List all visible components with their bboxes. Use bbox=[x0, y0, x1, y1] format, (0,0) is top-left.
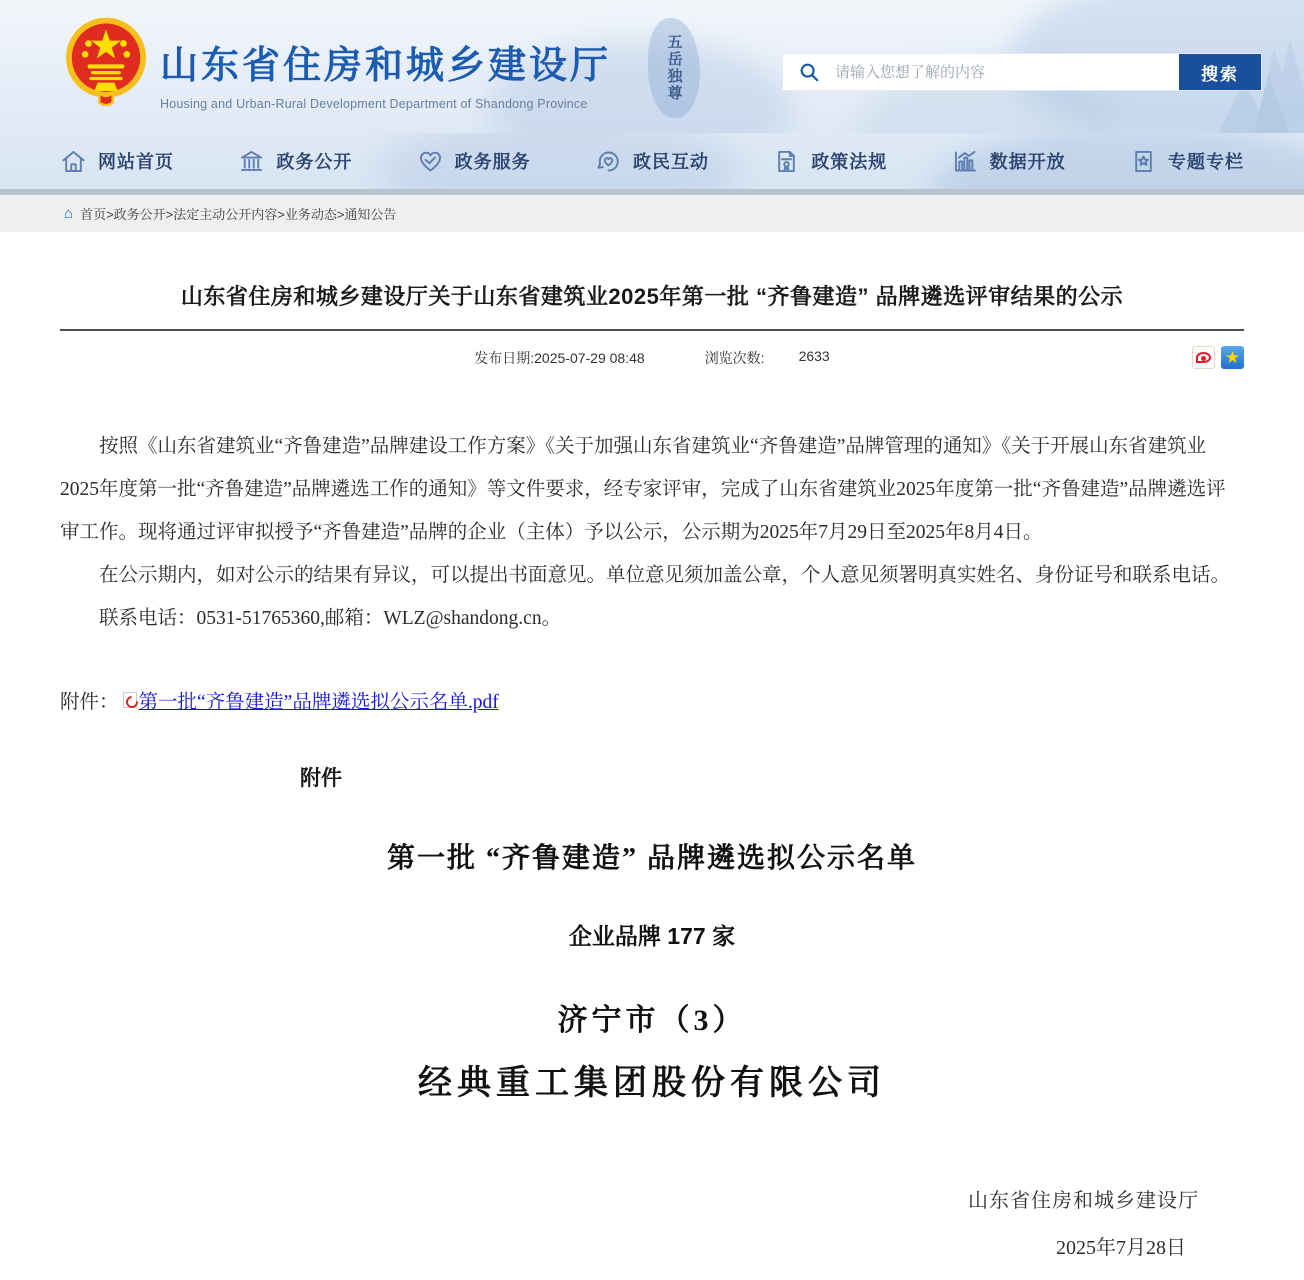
article-content bbox=[0, 280, 1304, 1260]
attachment-link[interactable]: 第一批“齐鲁建造”品牌遴选拟公示名单.pdf bbox=[138, 692, 499, 713]
policy-document-icon bbox=[773, 148, 800, 175]
share-buttons bbox=[1192, 346, 1244, 369]
government-building-icon bbox=[238, 148, 265, 175]
title-divider bbox=[60, 329, 1244, 331]
qzone-share-icon[interactable]: ★ bbox=[1221, 346, 1244, 369]
breadcrumb[interactable]: 首页>政务公开>法定主动公开内容>业务动态>通知公告 bbox=[80, 207, 397, 222]
appendix-city: 济宁市（3） bbox=[557, 1004, 747, 1037]
nav-item-label: 政民互动 bbox=[632, 152, 709, 172]
nav-item-label: 专题专栏 bbox=[1167, 152, 1244, 172]
paragraph: 按照《山东省建筑业“齐鲁建造”品牌建设工作方案》《关于加强山东省建筑业“齐鲁建造”品牌管理的通知》《关于开展山东省建筑业2025年度第一批“齐鲁建造”品牌遴选工作的通知》等文件要求，经专家评审，完成了山东省建筑业2025年度第一批“齐鲁建造”品牌遴选评审工作。现将通过评审拟授予“齐鲁建造”品牌的企业（主体）予以公示，公示期为2025年7月29日至2025年8月4日。 bbox=[60, 436, 1226, 543]
search-icon bbox=[783, 54, 835, 90]
main-nav bbox=[0, 133, 1304, 189]
national-emblem-logo bbox=[64, 16, 148, 106]
nav-item-gov-affairs[interactable] bbox=[238, 148, 352, 175]
data-chart-icon bbox=[952, 148, 979, 175]
pdf-file-icon bbox=[123, 692, 137, 708]
stone-text: 五岳独尊 bbox=[665, 34, 683, 102]
article-meta bbox=[60, 345, 1244, 371]
appendix-company: 经典重工集团股份有限公司 bbox=[418, 1065, 886, 1102]
views-count: 2633 bbox=[798, 348, 830, 364]
site-title: 山东省住房和城乡建设厅 bbox=[160, 45, 612, 87]
nav-item-special-topics[interactable] bbox=[1130, 148, 1244, 175]
article-body bbox=[60, 425, 1244, 640]
handshake-icon bbox=[417, 148, 444, 175]
interaction-heart-icon bbox=[595, 148, 622, 175]
search-input[interactable] bbox=[835, 54, 1179, 90]
nav-item-label: 政务服务 bbox=[454, 152, 531, 172]
home-icon bbox=[60, 148, 87, 175]
nav-item-gov-services[interactable] bbox=[417, 148, 531, 175]
nav-item-label: 数据开放 bbox=[989, 152, 1066, 172]
paragraph: 联系电话：0531-51765360,邮箱：WLZ@shandong.cn。 bbox=[99, 608, 562, 629]
attachment-label: 附件： bbox=[60, 692, 119, 713]
article-title: 山东省住房和城乡建设厅关于山东省建筑业2025年第一批 “齐鲁建造” 品牌遴选评审结果的公示 bbox=[180, 284, 1124, 309]
breadcrumb-home-icon: ⌂ bbox=[64, 205, 74, 222]
weibo-share-icon[interactable] bbox=[1192, 346, 1215, 369]
nav-item-policies[interactable] bbox=[773, 148, 887, 175]
stone-decoration bbox=[648, 18, 700, 118]
appendix-date: 2025年7月28日 bbox=[1056, 1237, 1186, 1259]
nav-item-public-interaction[interactable] bbox=[595, 148, 709, 175]
appendix-preview bbox=[60, 762, 1244, 1260]
appendix-signature: 山东省住房和城乡建设厅 bbox=[968, 1190, 1199, 1212]
breadcrumb-bar bbox=[0, 195, 1304, 232]
site-brand bbox=[160, 34, 611, 111]
paragraph: 在公示期内，如对公示的结果有异议，可以提出书面意见。单位意见须加盖公章，个人意见须署明真实姓名、身份证号和联系电话。 bbox=[99, 565, 1231, 586]
appendix-subtitle: 企业品牌 177 家 bbox=[568, 923, 736, 949]
star-document-icon bbox=[1130, 148, 1157, 175]
nav-item-label: 网站首页 bbox=[98, 152, 174, 172]
search-button[interactable]: 搜索 bbox=[1179, 54, 1261, 90]
site-header bbox=[0, 0, 1304, 133]
attachment-row bbox=[60, 686, 1244, 714]
appendix-title: 第一批 “齐鲁建造” 品牌遴选拟公示名单 bbox=[386, 843, 917, 874]
nav-item-label: 政策法规 bbox=[811, 152, 888, 172]
appendix-heading: 附件 bbox=[300, 767, 342, 790]
nav-item-label: 政务公开 bbox=[276, 152, 353, 172]
publish-date: 发布日期:2025-07-29 08:48 bbox=[474, 350, 645, 366]
views-label: 浏览次数: bbox=[704, 350, 765, 366]
nav-item-open-data[interactable] bbox=[952, 148, 1066, 175]
site-subtitle: Housing and Urban-Rural Development Department of Shandong Province bbox=[160, 97, 588, 111]
site-search bbox=[782, 53, 1262, 91]
nav-item-home[interactable] bbox=[60, 148, 174, 175]
